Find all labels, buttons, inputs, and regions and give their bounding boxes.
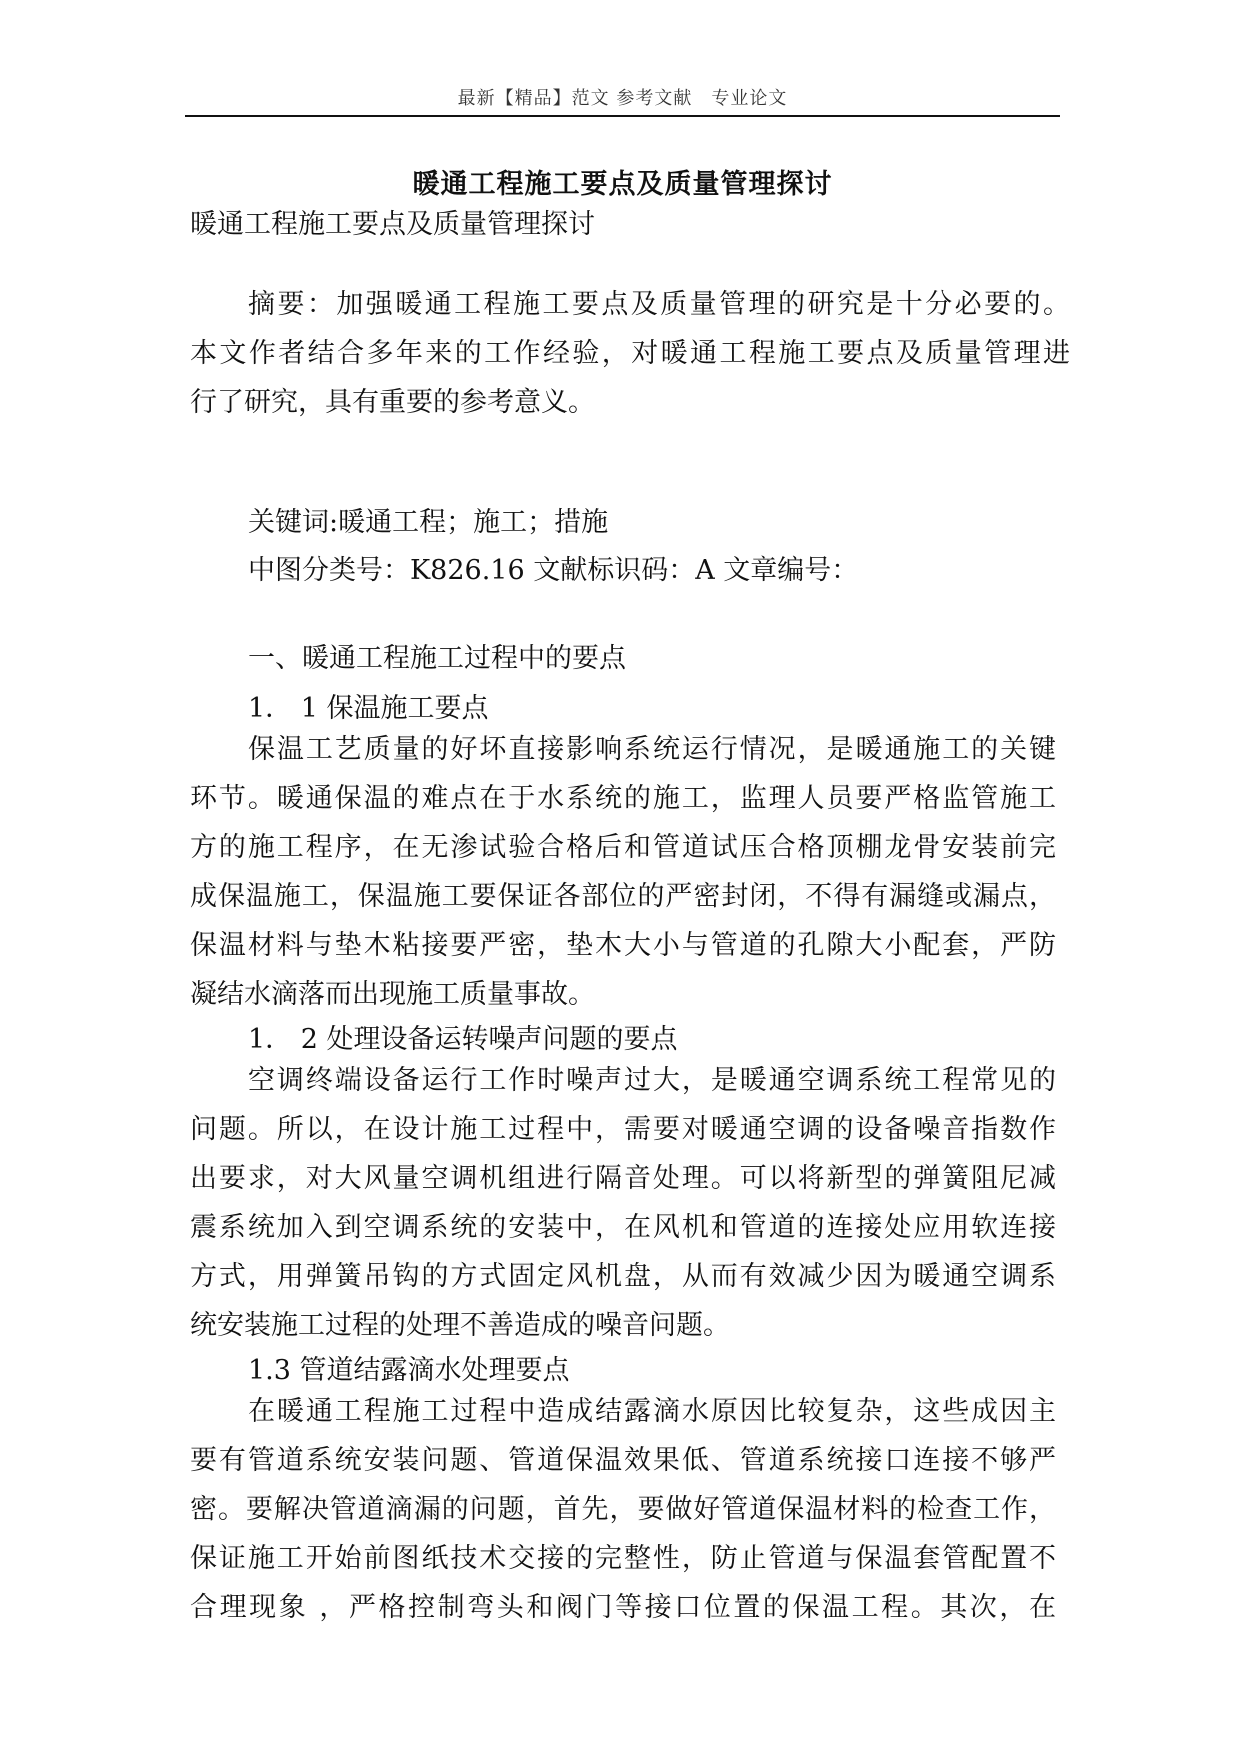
abstract-line: 行了研究，具有重要的参考意义。 [190, 387, 595, 418]
keywords-line: 关键词:暖通工程；施工；措施 [248, 507, 609, 538]
running-header: 最新【精品】范文 参考文献 专业论文 [457, 88, 788, 109]
paragraph-line: 空调终端设备运行工作时噪声过大，是暖通空调系统工程常见的 [248, 1065, 1056, 1096]
paragraph-line: 出要求，对大风量空调机组进行隔音处理。可以将新型的弹簧阻尼减 [190, 1163, 1056, 1194]
paragraph-line: 问题。所以，在设计施工过程中，需要对暖通空调的设备噪音指数作 [190, 1114, 1056, 1145]
section-heading: 一、暖通工程施工过程中的要点 [248, 643, 626, 674]
body-paragraph [190, 725, 1056, 1019]
paragraph-line: 凝结水滴落而出现施工质量事故。 [190, 979, 595, 1010]
body-paragraph [190, 1387, 1056, 1632]
paragraph-line: 合理现象 ，严格控制弯头和阀门等接口位置的保温工程。其次，在 [190, 1592, 1056, 1623]
paragraph-line: 在暖通工程施工过程中造成结露滴水原因比较复杂，这些成因主 [248, 1396, 1056, 1427]
paragraph-line: 环节。暖通保温的难点在于水系统的施工，监理人员要严格监管施工 [190, 783, 1056, 814]
subsection-heading: 1． 1 保温施工要点 [248, 693, 489, 724]
header-rule [185, 115, 1060, 117]
paragraph-line: 要有管道系统安装问题、管道保温效果低、管道系统接口连接不够严 [190, 1445, 1056, 1476]
body-paragraph [190, 1056, 1056, 1350]
paragraph-line: 密。要解决管道滴漏的问题，首先，要做好管道保温材料的检查工作， [190, 1494, 1056, 1525]
paragraph-line: 震系统加入到空调系统的安装中，在风机和管道的连接处应用软连接 [190, 1212, 1056, 1243]
paragraph-line: 统安装施工过程的处理不善造成的噪音问题。 [190, 1310, 730, 1341]
abstract-line: 摘要：加强暖通工程施工要点及质量管理的研究是十分必要的。 [248, 289, 1070, 320]
paragraph-line: 保温工艺质量的好坏直接影响系统运行情况，是暖通施工的关键 [248, 734, 1056, 765]
subsection-heading: 1． 2 处理设备运转噪声问题的要点 [248, 1024, 678, 1055]
abstract-line: 本文作者结合多年来的工作经验，对暖通工程施工要点及质量管理进 [190, 338, 1070, 369]
paragraph-line: 保证施工开始前图纸技术交接的完整性，防止管道与保温套管配置不 [190, 1543, 1056, 1574]
paragraph-line: 成保温施工，保温施工要保证各部位的严密封闭，不得有漏缝或漏点， [190, 881, 1056, 912]
abstract-paragraph [190, 280, 1070, 427]
paragraph-line: 方式，用弹簧吊钩的方式固定风机盘，从而有效减少因为暖通空调系 [190, 1261, 1056, 1292]
document-title: 暖通工程施工要点及质量管理探讨 [412, 169, 833, 200]
paragraph-line: 保温材料与垫木粘接要严密，垫木大小与管道的孔隙大小配套，严防 [190, 930, 1056, 961]
subsection-heading: 1.3 管道结露滴水处理要点 [248, 1355, 570, 1386]
paragraph-line: 方的施工程序，在无渗试验合格后和管道试压合格顶棚龙骨安装前完 [190, 832, 1056, 863]
document-subtitle: 暖通工程施工要点及质量管理探讨 [190, 209, 595, 240]
classification-line: 中图分类号：K826.16 文献标识码：A 文章编号： [248, 555, 859, 586]
